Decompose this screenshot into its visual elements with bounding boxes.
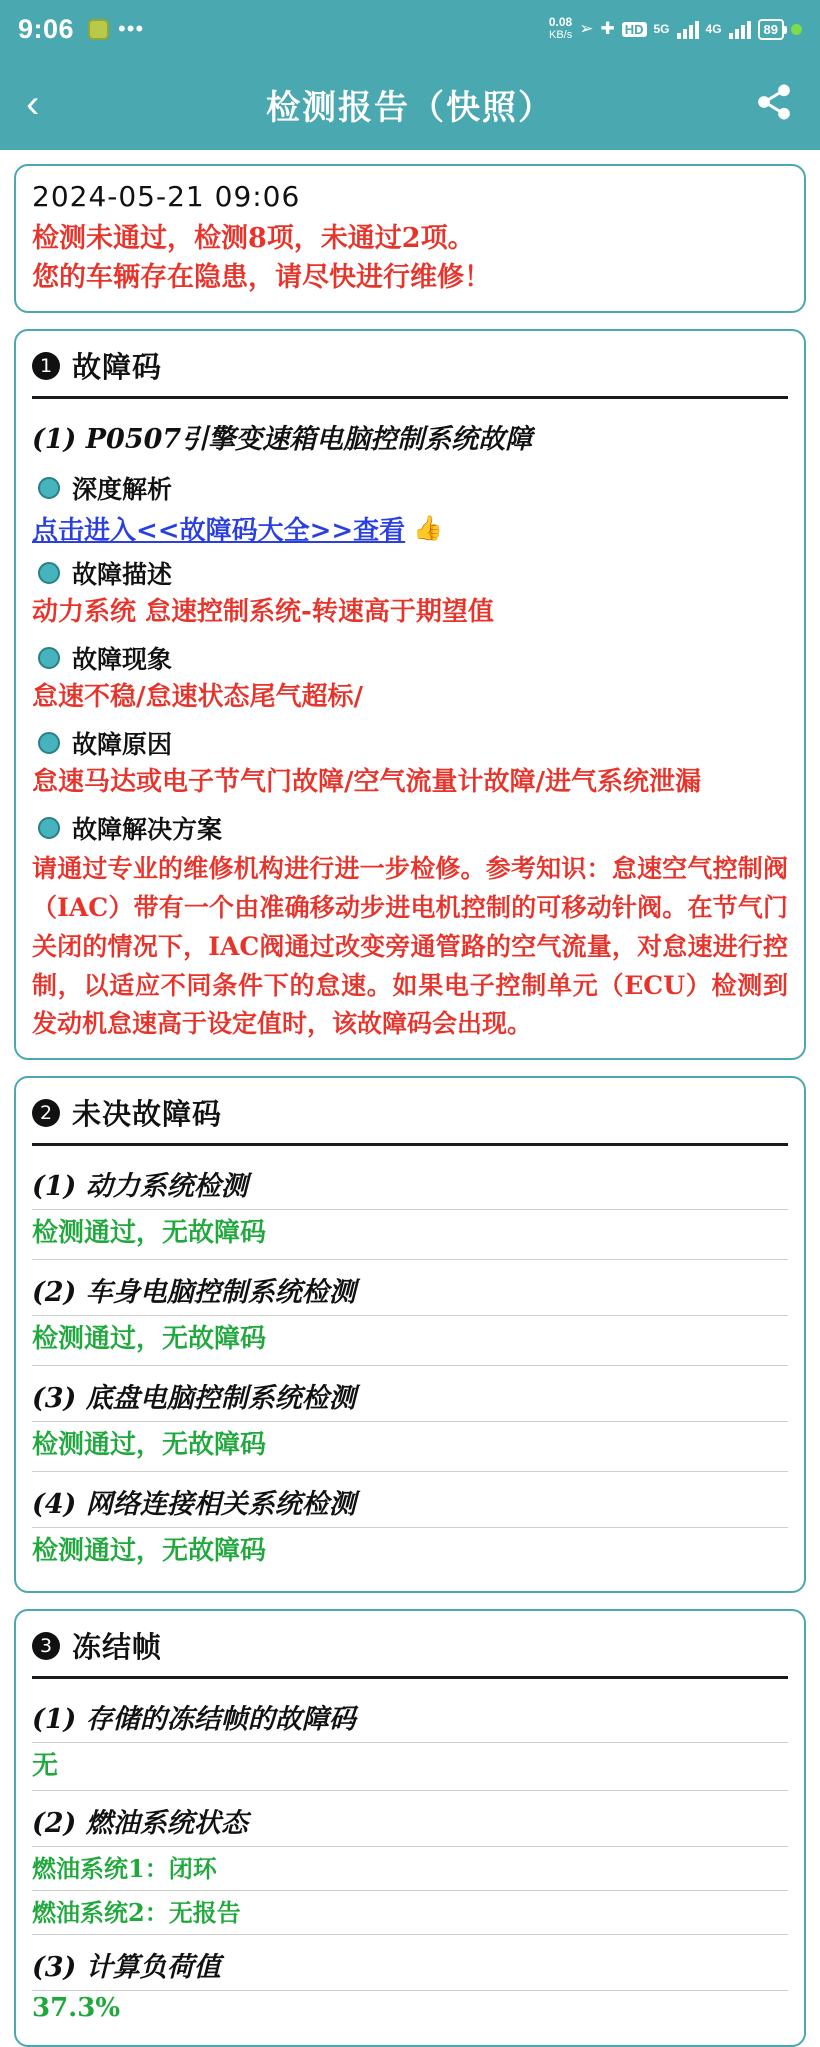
- fault-description-text: 动力系统 怠速控制系统-转速高于期望值: [32, 597, 494, 628]
- signal-strength-icon-1: [677, 19, 699, 39]
- fault-solution-text: 请通过专业的维修机构进行进一步检修。参考知识：怠速空气控制阀（IAC）带有一个由准确移动步进电机控制的可移动针阀。在节气门关闭的情况下，IAC阀通过改变旁通管路的空气流量，对怠速进行控制，以适应不同条件下的怠速。如果电子控制单元（ECU）检测到发动机怠速高于设定值时，该故障码会出现。: [32, 854, 788, 1039]
- fault-symptom-text: 怠速不稳/怠速状态尾气超标/: [32, 682, 363, 713]
- list-item-title: (3) 计算负荷值: [32, 1952, 221, 1984]
- fuel-system-2-value: 燃油系统2：无报告: [32, 1898, 241, 1928]
- section-header: [32, 345, 788, 399]
- list-item-title: (1) 动力系统检测: [32, 1171, 248, 1203]
- bullet-row-description: [38, 555, 788, 591]
- status-bar: [0, 0, 820, 58]
- report-content: [0, 150, 820, 2047]
- section-title: 故障码: [72, 350, 163, 385]
- back-chevron-icon[interactable]: ‹: [26, 82, 40, 126]
- section-title: 冻结帧: [72, 1630, 163, 1665]
- section-number: 2: [32, 1099, 60, 1127]
- bullet-row-cause: [38, 725, 788, 761]
- list-item-value: 检测通过，无故障码: [32, 1430, 267, 1461]
- bullet-icon: [38, 647, 60, 669]
- list-item-value: 检测通过，无故障码: [32, 1218, 267, 1249]
- bluetooth-icon: ✚: [600, 19, 615, 38]
- location-arrow-icon: ➢: [579, 19, 594, 38]
- list-item: [32, 1366, 788, 1471]
- section-freeze-frame: [14, 1609, 806, 2047]
- data-rate-value: 0.08: [548, 15, 573, 29]
- fault-code-item: (1) P0507引擎变速箱电脑控制系统故障: [32, 424, 533, 456]
- summary-line-2: 您的车辆存在隐患，请尽快进行维修！: [32, 262, 491, 294]
- bullet-row-symptom: [38, 640, 788, 676]
- list-item-title: (1) 存储的冻结帧的故障码: [32, 1704, 356, 1736]
- bullet-row-deep-analysis: [38, 470, 788, 506]
- bullet-icon: [38, 732, 60, 754]
- app-bar: [0, 58, 820, 150]
- thumbs-up-icon: 👍: [413, 515, 444, 543]
- share-icon[interactable]: [754, 82, 794, 127]
- bullet-label: 故障原因: [72, 730, 173, 760]
- network-type-4g-label: 4G: [705, 22, 722, 36]
- list-item-value: 无: [32, 1751, 59, 1782]
- bullet-label: 深度解析: [72, 475, 173, 505]
- section-pending-fault-codes: [14, 1076, 806, 1593]
- list-item-value: 37.3%: [32, 1993, 121, 2024]
- summary-card: [14, 164, 806, 313]
- more-dots-icon: •••: [118, 16, 145, 41]
- list-item: [32, 1260, 788, 1365]
- status-dot-icon: [791, 24, 802, 35]
- summary-line-1: 检测未通过，检测8项，未通过2项。: [32, 223, 475, 254]
- fuel-system-1-value: 燃油系统1：闭环: [32, 1854, 217, 1884]
- bullet-icon: [38, 562, 60, 584]
- section-header: [32, 1092, 788, 1146]
- section-number: 3: [32, 1632, 60, 1660]
- section-title: 未决故障码: [72, 1097, 223, 1132]
- list-item-value: 检测通过，无故障码: [32, 1536, 267, 1567]
- bullet-label: 故障现象: [72, 645, 173, 675]
- list-item-title: (2) 燃油系统状态: [32, 1808, 248, 1840]
- list-item-title: (4) 网络连接相关系统检测: [32, 1489, 356, 1521]
- app-icon: [88, 19, 109, 40]
- list-item-title: (2) 车身电脑控制系统检测: [32, 1277, 356, 1309]
- list-item-value: 检测通过，无故障码: [32, 1324, 267, 1355]
- list-item: [32, 1472, 788, 1577]
- data-rate-indicator: [549, 16, 572, 42]
- fault-code-library-link[interactable]: 点击进入<<故障码大全>>查看: [32, 516, 406, 547]
- fuel-system-2-row: [32, 1891, 788, 1935]
- bullet-icon: [38, 477, 60, 499]
- section-fault-codes: [14, 329, 806, 1060]
- section-number: 1: [32, 352, 60, 380]
- fault-code-library-link-row[interactable]: [32, 510, 788, 547]
- bullet-label: 故障解决方案: [72, 815, 223, 845]
- page-title: 检测报告（快照）: [266, 87, 554, 128]
- list-item: [32, 1154, 788, 1259]
- network-type-5g-label: 5G: [653, 22, 670, 36]
- section-header: [32, 1625, 788, 1679]
- bullet-row-solution: [38, 810, 788, 846]
- bullet-icon: [38, 817, 60, 839]
- bullet-label: 故障描述: [72, 560, 173, 590]
- hd-icon: HD: [622, 22, 647, 37]
- report-datetime: 2024-05-21 09:06: [32, 180, 301, 213]
- list-item: [32, 1687, 788, 1790]
- signal-strength-icon-2: [729, 19, 751, 39]
- data-rate-unit: KB/s: [548, 29, 573, 41]
- status-bar-clock: 9:06: [18, 13, 75, 44]
- list-item: [32, 1935, 788, 2031]
- battery-indicator: 89: [758, 19, 784, 40]
- fuel-system-1-row: [32, 1847, 788, 1891]
- fault-cause-text: 怠速马达或电子节气门故障/空气流量计故障/进气系统泄漏: [32, 767, 701, 798]
- list-item-title: (3) 底盘电脑控制系统检测: [32, 1383, 356, 1415]
- list-item: [32, 1791, 788, 1935]
